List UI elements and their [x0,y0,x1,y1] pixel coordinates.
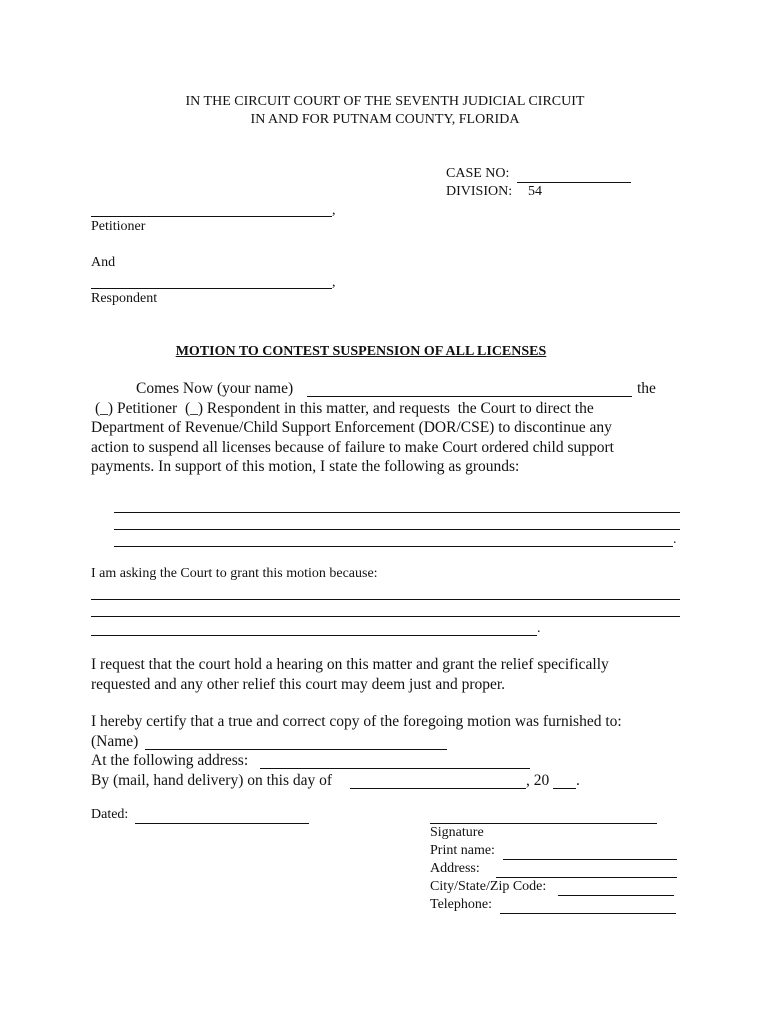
asking-label: I am asking the Court to grant this motion because: [91,566,378,581]
respondent-comma: , [332,275,336,290]
certify-year-prefix: , 20 [526,772,550,789]
certify-day-blank[interactable] [350,788,526,789]
certify-year-suffix: . [576,772,580,789]
certify-name-label: (Name) [91,733,139,750]
city-state-zip-label: City/State/Zip Code: [430,879,547,894]
certify-line-1: I hereby certify that a true and correct copy of the foregoing motion was furnished to: [91,713,622,730]
petitioner-label: Petitioner [91,219,146,234]
division-label: DIVISION: [446,184,513,199]
case-no-blank[interactable] [517,182,631,183]
case-no-label: CASE NO: [446,166,510,181]
intro-line-3: Department of Revenue/Child Support Enforcement (DOR/CSE) to discontinue any [91,419,612,436]
division-value: 54 [528,184,542,199]
court-header-line-2: IN AND FOR PUTNAM COUNTY, FLORIDA [250,112,520,127]
asking-period: . [537,621,541,636]
grounds-period: . [673,532,677,547]
court-header-line-1: IN THE CIRCUIT COURT OF THE SEVENTH JUDICIAL CIRCUIT [185,94,585,109]
telephone-blank[interactable] [500,913,676,914]
asking-blank-3[interactable] [91,635,537,636]
signature-label: Signature [430,825,484,840]
motion-title: MOTION TO CONTEST SUSPENSION OF ALL LICENSES [175,344,547,359]
petitioner-name-blank[interactable] [91,216,332,217]
hearing-line-2: requested and any other relief this court may deem just and proper. [91,676,506,693]
certify-address-blank[interactable] [260,768,530,769]
grounds-blank-1[interactable] [114,512,680,513]
intro-line-5: payments. In support of this motion, I state the following as grounds: [91,458,520,475]
sig-address-blank[interactable] [496,877,677,878]
asking-blank-1[interactable] [91,599,680,600]
respondent-name-blank[interactable] [91,288,332,289]
city-state-zip-blank[interactable] [558,895,674,896]
dated-blank[interactable] [135,823,309,824]
comes-now-text: Comes Now (your name) [136,380,294,397]
print-name-label: Print name: [430,843,495,858]
grounds-blank-2[interactable] [114,529,680,530]
certify-address-label: At the following address: [91,752,249,769]
intro-the: the [637,380,656,397]
dated-label: Dated: [91,807,129,822]
intro-line-4: action to suspend all licenses because of failure to make Court ordered child support [91,439,614,456]
print-name-blank[interactable] [503,859,677,860]
and-label: And [91,255,116,270]
certify-year-blank[interactable] [553,788,576,789]
asking-blank-2[interactable] [91,616,680,617]
grounds-blank-3[interactable] [114,546,673,547]
petitioner-comma: , [332,203,336,218]
hearing-line-1: I request that the court hold a hearing on this matter and grant the relief specifically [91,656,609,673]
respondent-label: Respondent [91,291,158,306]
signature-blank[interactable] [430,823,657,824]
sig-address-label: Address: [430,861,480,876]
your-name-blank[interactable] [307,396,632,397]
certify-name-blank[interactable] [145,749,447,750]
intro-line-2: (_) Petitioner (_) Respondent in this matter, and requests the Court to direct the [95,400,594,417]
certify-by-label: By (mail, hand delivery) on this day of [91,772,333,789]
telephone-label: Telephone: [430,897,492,912]
